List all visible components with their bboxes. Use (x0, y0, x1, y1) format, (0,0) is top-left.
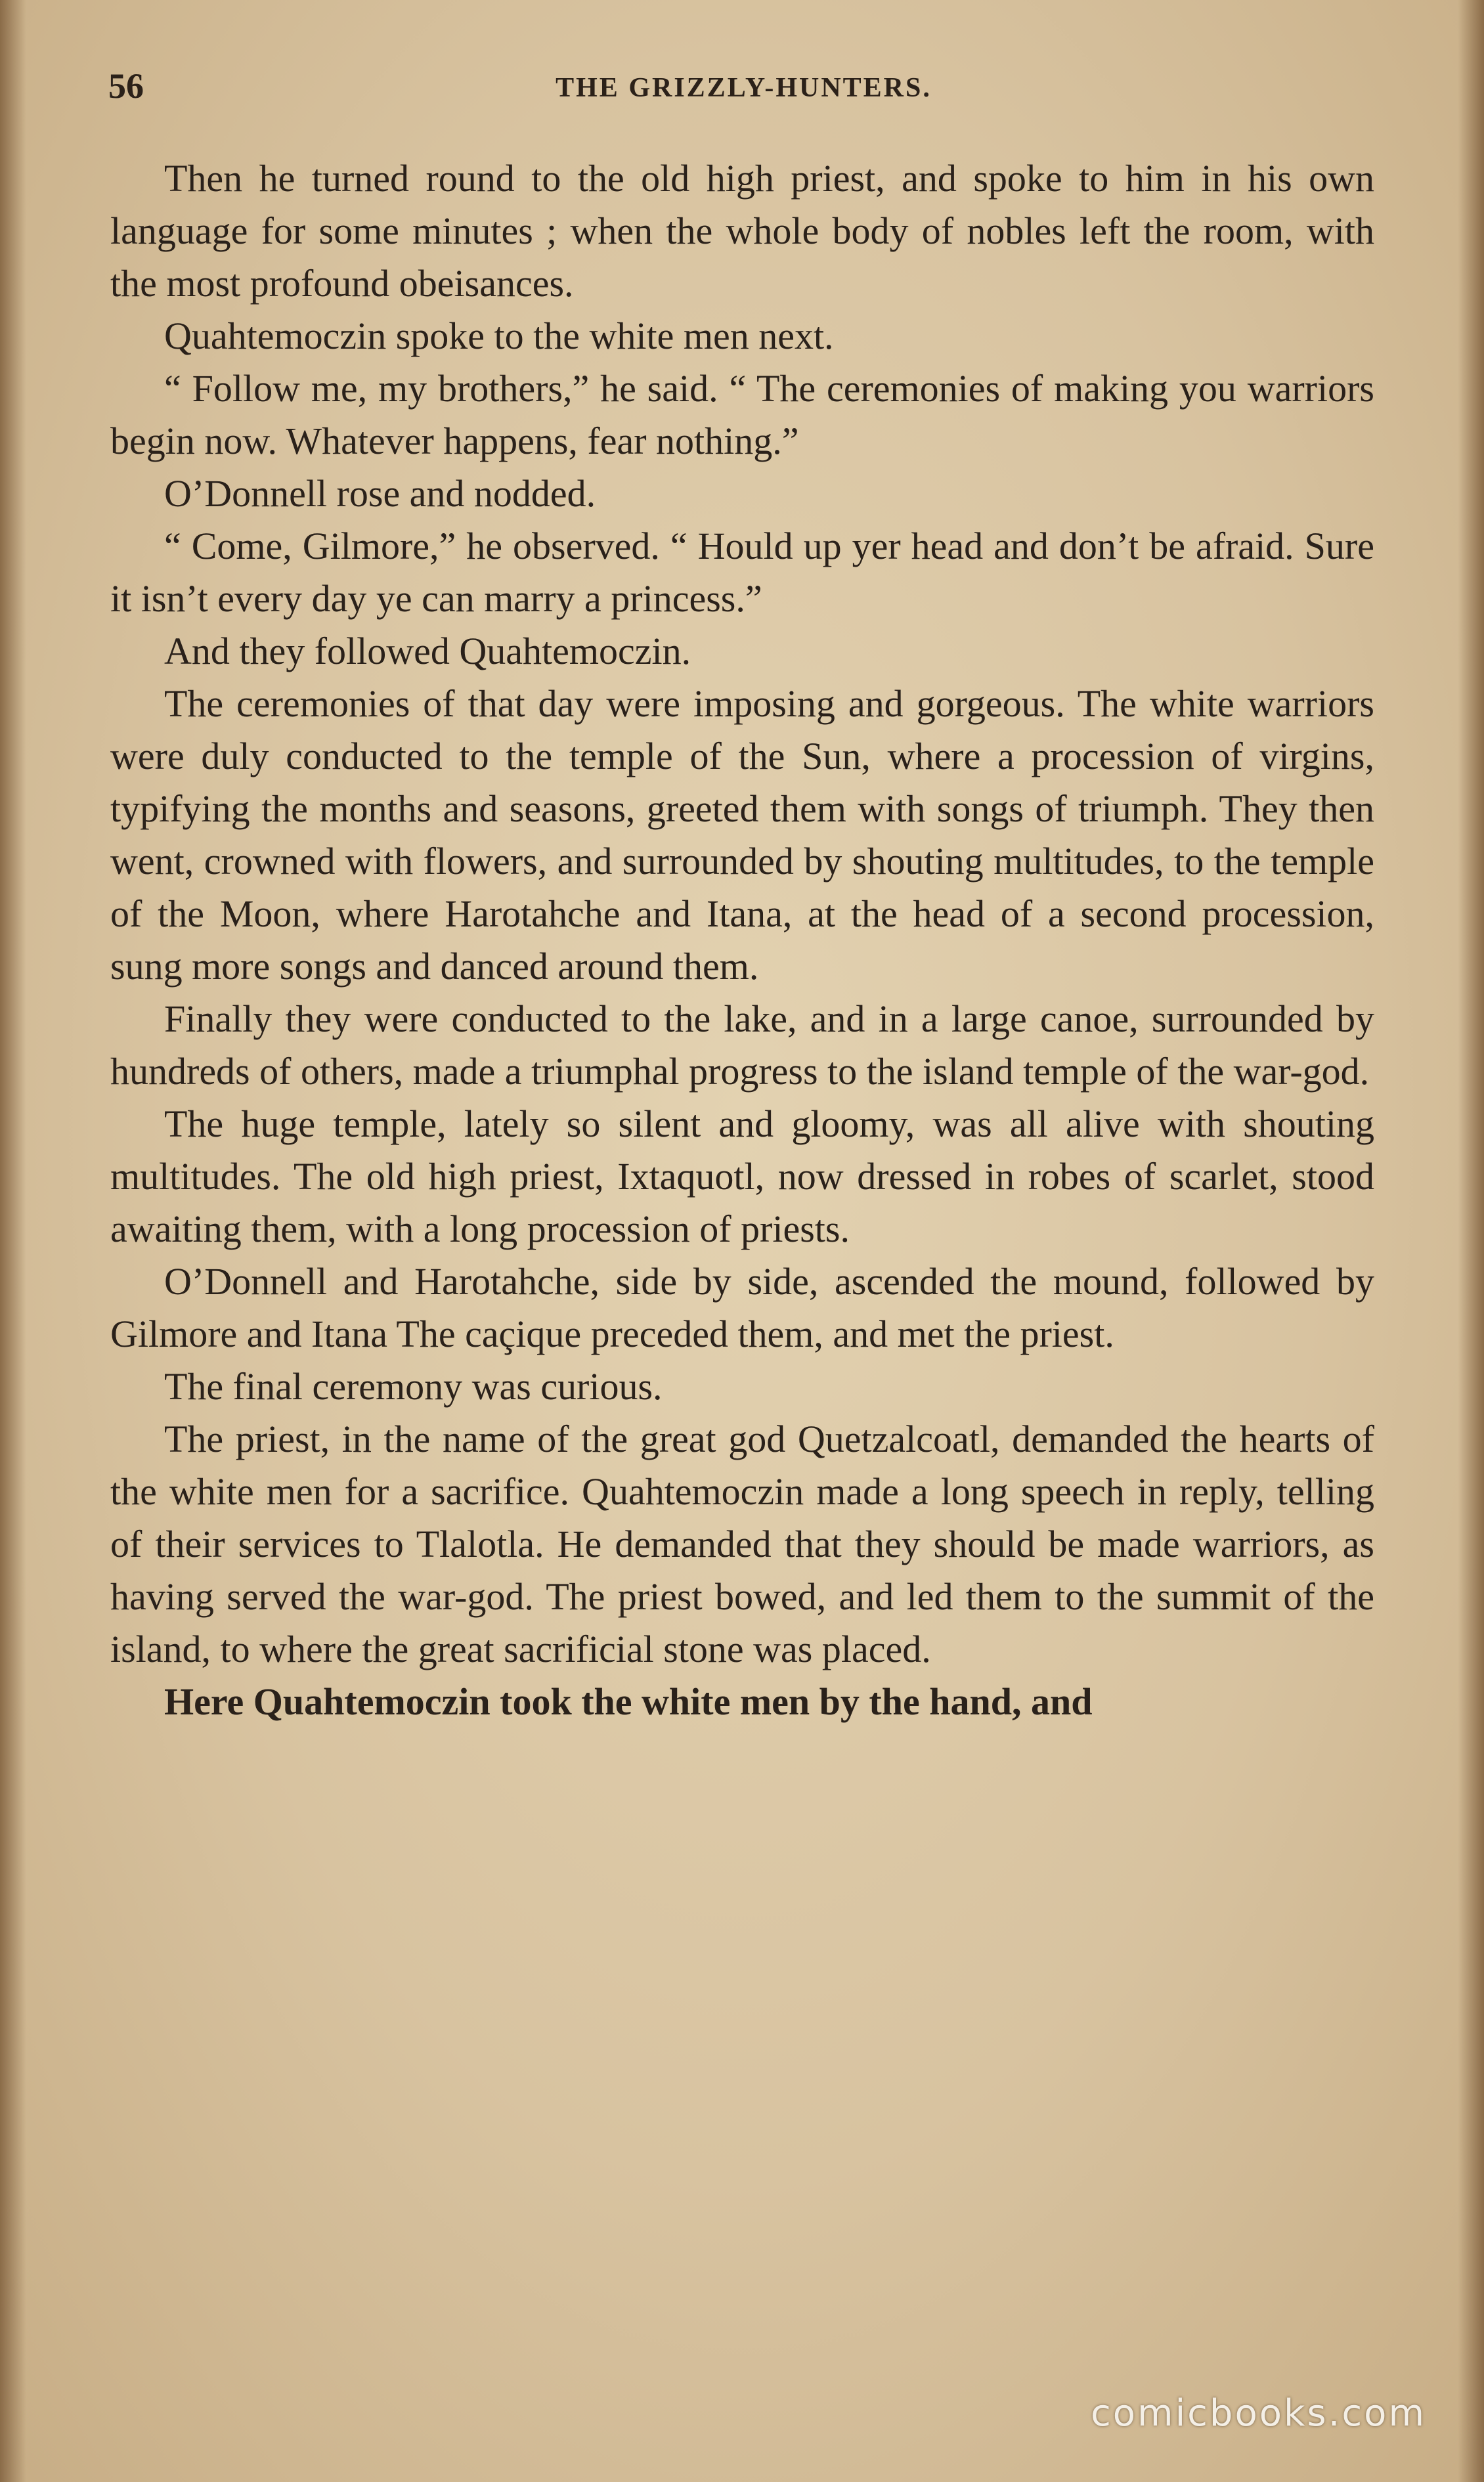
paragraph: The final ceremony was curious. (164, 1365, 663, 1408)
body-text (110, 152, 1374, 1728)
paragraph: Finally they were conducted to the lake, and in a large canoe, surrounded by hundreds of others, made a triumphal progress to the island temple of the war-god. (110, 997, 1374, 1093)
paragraph: “ Follow me, my brothers,” he said. “ The ceremonies of making you warriors begin now. Whatever happens, fear nothing.” (110, 367, 1374, 462)
paragraph: And they followed Quahtemoczin. (164, 630, 691, 672)
paragraph: The ceremonies of that day were imposing and gorgeous. The white warriors were duly conducted to the temple of the Sun, where a procession of virgins, typifying the months and seasons, greeted them with songs of triumph. They then went, crowned with flowers, and surrounded by shouting multitudes, to the temple of the Moon, where Harotahche and Itana, at the head of a second procession, sung more songs and danced around them. (110, 682, 1374, 988)
page-header (108, 66, 1379, 118)
running-title: THE GRIZZLY-HUNTERS. (556, 73, 932, 103)
page-edge-shadow-left (0, 0, 26, 2482)
paragraph: Quahtemoczin spoke to the white men next. (164, 315, 834, 357)
paragraph: O’Donnell rose and nodded. (164, 472, 596, 515)
paragraph: The priest, in the name of the great god Quetzalcoatl, demanded the hearts of the white men for a sacrifice. Quahtemoczin made a long speech in reply, telling of their services to Tlalotla. He demanded that they should be made warriors, as having served the war-god. The priest bowed, and led them to the summit of the island, to where the great sacrificial stone was placed. (110, 1418, 1374, 1670)
paragraph: Then he turned round to the old high priest, and spoke to him in his own language for some minutes ; when the whole body of nobles left the room, with the most profound obeisances. (110, 157, 1374, 305)
paragraph: Here Quahtemoczin took the white men by the hand, and (164, 1680, 1093, 1723)
paragraph: The huge temple, lately so silent and gloomy, was all alive with shouting multitudes. The old high priest, Ixtaquotl, now dressed in robes of scarlet, stood awaiting them, with a long procession of priests. (110, 1102, 1374, 1250)
page-edge-shadow-right (1458, 0, 1484, 2482)
watermark-text: comicbooks.com (1090, 2392, 1426, 2435)
paragraph: “ Come, Gilmore,” he observed. “ Hould up yer head and don’t be afraid. Sure it isn’t every day ye can marry a princess.” (110, 525, 1374, 620)
paragraph: O’Donnell and Harotahche, side by side, ascended the mound, followed by Gilmore and Itana The caçique preceded them, and met the priest. (110, 1260, 1374, 1355)
page-number: 56 (108, 66, 144, 106)
